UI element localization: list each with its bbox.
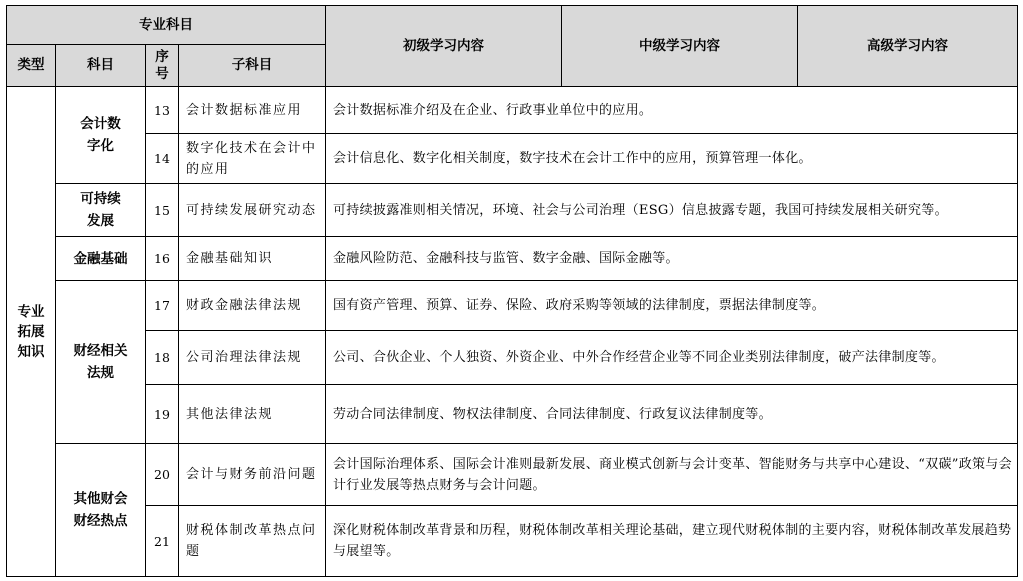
seq-cell: 21 (146, 506, 179, 577)
table-row (7, 506, 1018, 577)
content-cell: 深化财税体制改革背景和历程，财税体制改革相关理论基础，建立现代财税体制的主要内容，财税体制改革发展趋势与展望等。 (326, 506, 1018, 577)
seq-cell: 20 (146, 444, 179, 506)
header-seq-text: 序号 (155, 48, 169, 82)
content-cell: 金融风险防范、金融科技与监管、数字金融、国际金融等。 (326, 237, 1018, 281)
subject-label: 会计数字化 (80, 116, 121, 154)
subject-label: 其他财会财经热点 (73, 491, 128, 529)
subsubject-cell: 会计数据标准应用 (179, 87, 326, 134)
content-cell: 会计信息化、数字化相关制度，数字技术在会计工作中的应用，预算管理一体化。 (326, 134, 1018, 184)
subject-finance-basics: 金融基础 (56, 237, 146, 281)
seq-cell: 19 (146, 385, 179, 444)
header-level-intermediate: 中级学习内容 (562, 6, 798, 87)
subsubject-cell: 会计与财务前沿问题 (179, 444, 326, 506)
type-label: 专业拓展知识 (17, 303, 45, 360)
table-row (7, 281, 1018, 331)
seq-cell: 14 (146, 134, 179, 184)
subject-finance-regulations (56, 281, 146, 444)
subsubject-cell: 财税体制改革热点问题 (179, 506, 326, 577)
content-cell: 会计国际治理体系、国际会计准则最新发展、商业模式创新与会计变革、智能财务与共享中心建设、“双碳”政策与会计行业发展等热点财务与会计问题。 (326, 444, 1018, 506)
seq-cell: 17 (146, 281, 179, 331)
subsubject-cell: 数字化技术在会计中的应用 (179, 134, 326, 184)
header-level-primary: 初级学习内容 (326, 6, 562, 87)
header-subsubject: 子科目 (179, 45, 326, 87)
subject-accounting-digitalization (56, 87, 146, 184)
header-seq (146, 45, 179, 87)
header-subject: 科目 (56, 45, 146, 87)
subsubject-cell: 其他法律法规 (179, 385, 326, 444)
seq-cell: 15 (146, 184, 179, 237)
subject-other-hotspots (56, 444, 146, 577)
header-professional-subjects: 专业科目 (7, 6, 326, 45)
curriculum-table (6, 5, 1018, 577)
table-row (7, 385, 1018, 444)
subsubject-cell: 公司治理法律法规 (179, 331, 326, 385)
subject-label: 财经相关法规 (73, 343, 128, 381)
subject-sustainability (56, 184, 146, 237)
content-cell: 国有资产管理、预算、证券、保险、政府采购等领域的法律制度，票据法律制度等。 (326, 281, 1018, 331)
seq-cell: 13 (146, 87, 179, 134)
content-cell: 会计数据标准介绍及在企业、行政事业单位中的应用。 (326, 87, 1018, 134)
table-row (7, 237, 1018, 281)
seq-cell: 16 (146, 237, 179, 281)
table-row (7, 184, 1018, 237)
content-cell: 劳动合同法律制度、物权法律制度、合同法律制度、行政复议法律制度等。 (326, 385, 1018, 444)
content-cell: 可持续披露准则相关情况，环境、社会与公司治理（ESG）信息披露专题，我国可持续发展相关研究等。 (326, 184, 1018, 237)
table-row (7, 87, 1018, 134)
table-row (7, 331, 1018, 385)
subsubject-cell: 可持续发展研究动态 (179, 184, 326, 237)
header-level-advanced: 高级学习内容 (798, 6, 1018, 87)
header-type: 类型 (7, 45, 56, 87)
content-cell: 公司、合伙企业、个人独资、外资企业、中外合作经营企业等不同企业类别法律制度，破产法律制度等。 (326, 331, 1018, 385)
table-row (7, 134, 1018, 184)
type-cell (7, 87, 56, 577)
subsubject-cell: 财政金融法律法规 (179, 281, 326, 331)
table-row (7, 444, 1018, 506)
subsubject-cell: 金融基础知识 (179, 237, 326, 281)
seq-cell: 18 (146, 331, 179, 385)
subject-label: 可持续发展 (80, 191, 121, 229)
